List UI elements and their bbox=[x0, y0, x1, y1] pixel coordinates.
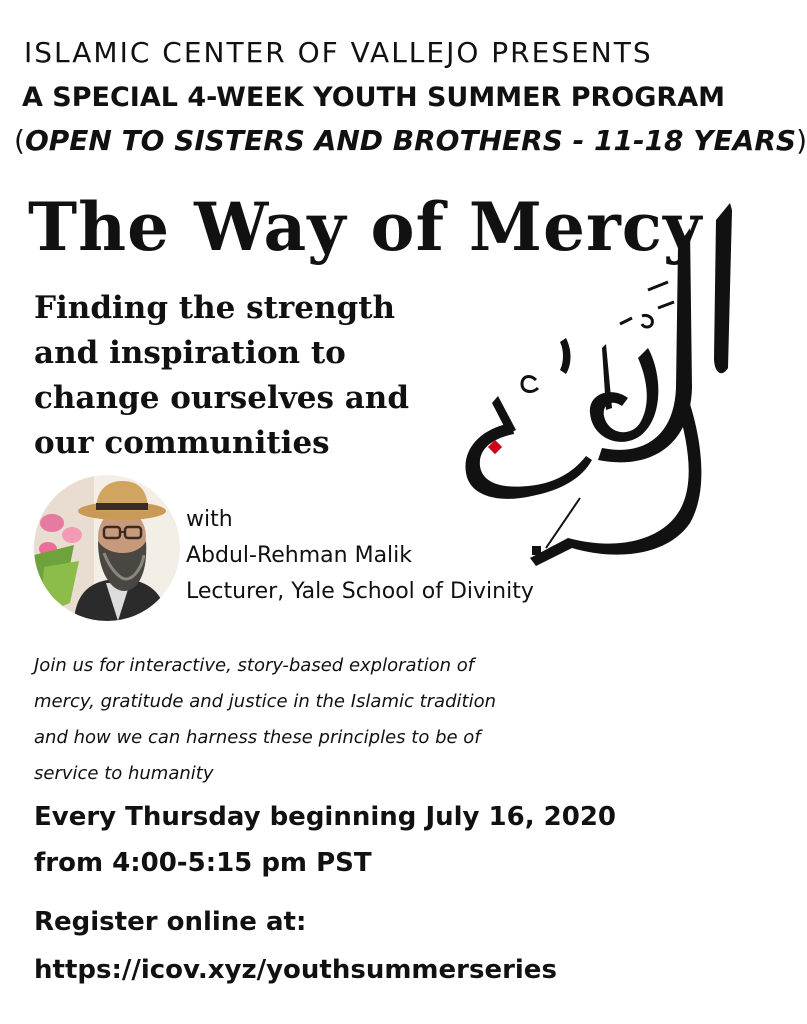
open-paren: ( bbox=[14, 124, 25, 157]
page-title: The Way of Mercy bbox=[28, 188, 703, 266]
speaker-info bbox=[186, 502, 534, 610]
speaker-with: with bbox=[186, 507, 233, 532]
speaker-role: Lecturer, Yale School of Divinity bbox=[186, 579, 534, 604]
subtitle-line: change ourselves and bbox=[34, 380, 410, 416]
subtitle bbox=[34, 286, 454, 466]
close-paren: ) bbox=[796, 124, 807, 157]
program-line: A SPECIAL 4-WEEK YOUTH SUMMER PROGRAM bbox=[22, 82, 725, 113]
speaker-photo bbox=[34, 475, 180, 621]
description bbox=[34, 648, 594, 792]
presenter-line: ISLAMIC CENTER OF VALLEJO PRESENTS bbox=[24, 36, 653, 69]
description-line: Join us for interactive, story-based exploration of bbox=[34, 655, 475, 676]
audience-line bbox=[14, 124, 807, 157]
register-label: Register online at: bbox=[34, 907, 307, 937]
audience-text: OPEN TO SISTERS AND BROTHERS - 11-18 YEARS bbox=[24, 124, 797, 157]
register-link[interactable]: https://icov.xyz/youthsummerseries bbox=[34, 955, 557, 985]
schedule-day: Every Thursday beginning July 16, 2020 bbox=[34, 802, 617, 832]
description-line: mercy, gratitude and justice in the Islamic tradition bbox=[34, 691, 496, 712]
speaker-name: Abdul-Rehman Malik bbox=[186, 543, 413, 568]
subtitle-line: and inspiration to bbox=[34, 335, 346, 371]
subtitle-line: Finding the strength bbox=[34, 290, 396, 326]
description-line: service to humanity bbox=[34, 763, 214, 784]
description-line: and how we can harness these principles to be of bbox=[34, 727, 481, 748]
registration bbox=[34, 898, 557, 994]
schedule-time: from 4:00-5:15 pm PST bbox=[34, 848, 372, 878]
subtitle-line: our communities bbox=[34, 425, 330, 461]
schedule bbox=[34, 794, 616, 886]
